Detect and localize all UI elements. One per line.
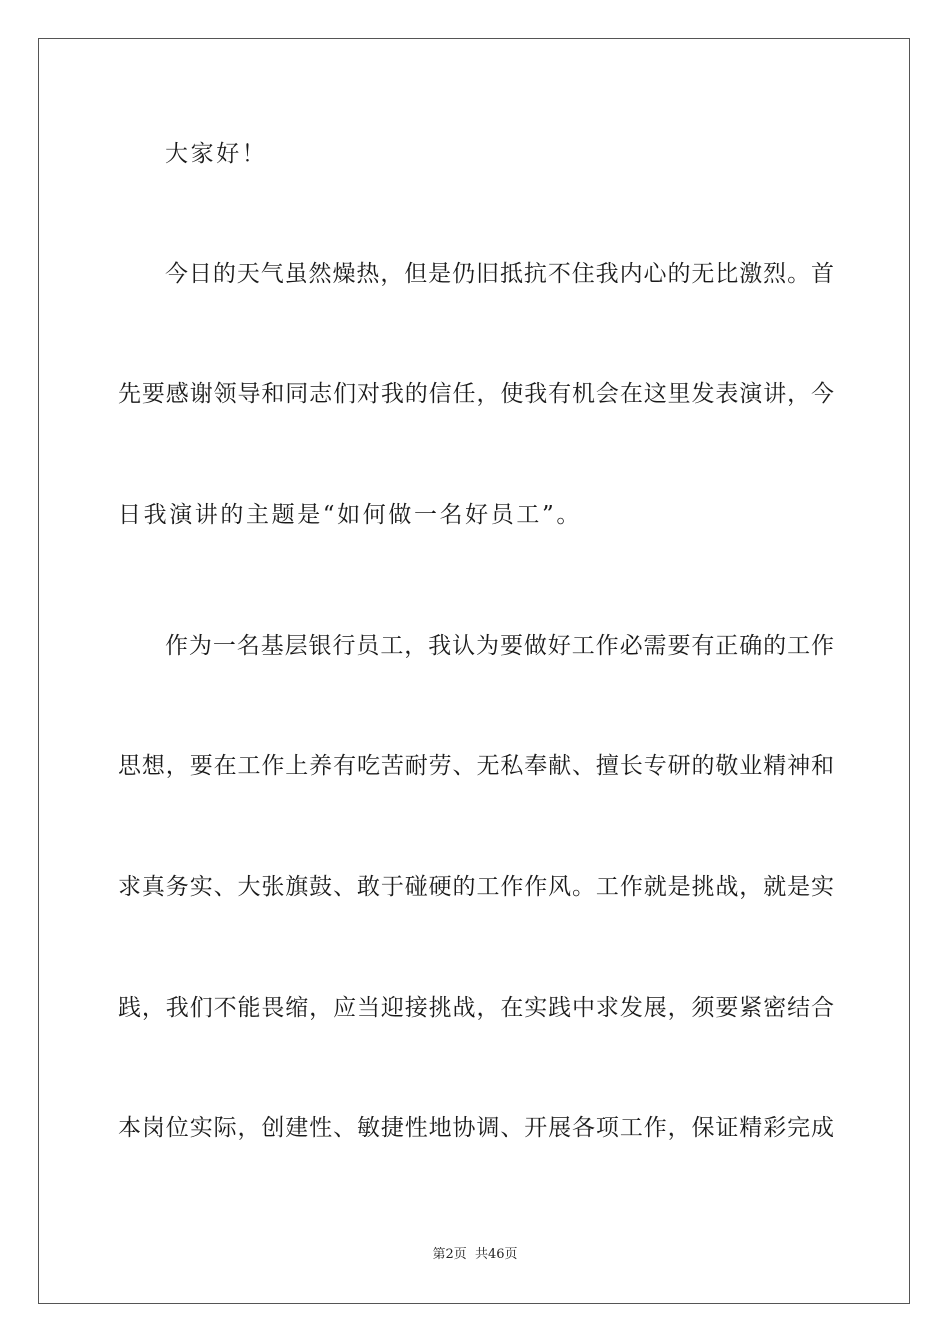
paragraph-line: 作为一名基层银行员工，我认为要做好工作必需要有正确的工作 <box>165 633 834 659</box>
paragraph-line: 今日的天气虽然燥热，但是仍旧抵抗不住我内心的无比激烈。首 <box>165 261 834 287</box>
paragraph-line: 践，我们不能畏缩，应当迎接挑战，在实践中求发展，须要紧密结合 <box>118 995 834 1021</box>
paragraph-line: 日我演讲的主题是“如何做一名好员工”。 <box>118 502 582 528</box>
paragraph-line: 思想，要在工作上养有吃苦耐劳、无私奉献、擅长专研的敬业精神和 <box>118 753 834 779</box>
total-pages: 共46页 <box>474 1247 518 1262</box>
page-number: 第2页 <box>432 1247 467 1262</box>
paragraph-line: 本岗位实际，创建性、敏捷性地协调、开展各项工作，保证精彩完成 <box>118 1115 834 1141</box>
paragraph-line: 求真务实、大张旗鼓、敢于碰硬的工作作风。工作就是挑战，就是实 <box>118 874 834 900</box>
page-footer <box>0 1246 950 1264</box>
greeting-line: 大家好！ <box>165 141 268 167</box>
paragraph-line: 先要感谢领导和同志们对我的信任，使我有机会在这里发表演讲，今 <box>118 381 834 407</box>
